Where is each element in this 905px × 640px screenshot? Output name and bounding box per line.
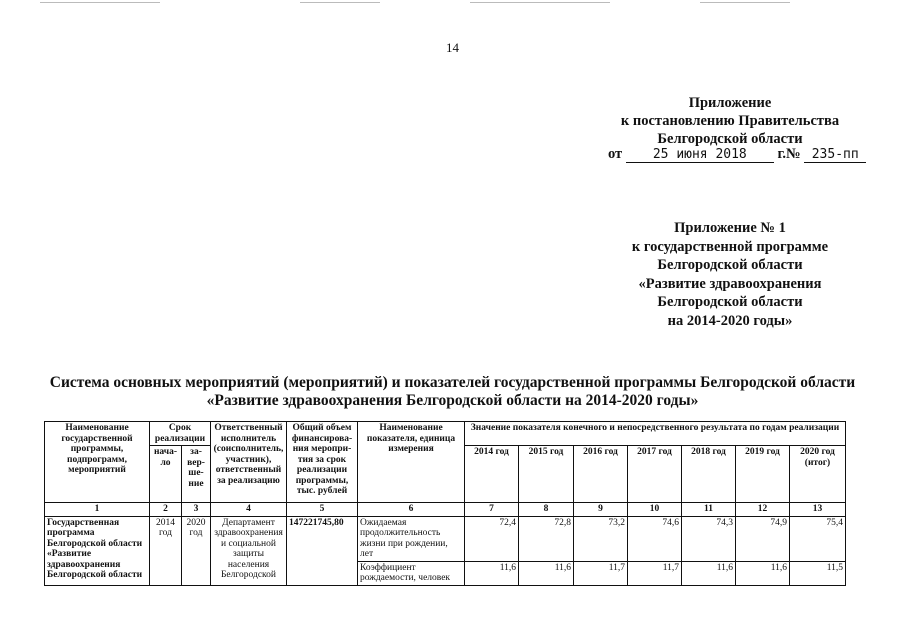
header-year: 2014 год bbox=[465, 446, 519, 503]
column-number: 13 bbox=[790, 503, 846, 517]
page-number: 14 bbox=[446, 40, 459, 55]
indicator-value-cell: 11,6 bbox=[465, 561, 519, 585]
header-year: 2018 год bbox=[682, 446, 736, 503]
document-title bbox=[20, 374, 885, 410]
header-year: 2015 год bbox=[519, 446, 574, 503]
indicator-value-cell: 72,4 bbox=[465, 516, 519, 561]
program-name-cell: Государственная программа Белгородской области «Развитие здравоохранения Белгородской области bbox=[45, 516, 150, 585]
column-number: 11 bbox=[682, 503, 736, 517]
handwritten-date: 25 июня 2018 bbox=[626, 147, 774, 163]
column-number: 5 bbox=[287, 503, 358, 517]
resolution-date-line bbox=[608, 146, 866, 163]
column-number: 9 bbox=[574, 503, 628, 517]
column-number: 6 bbox=[358, 503, 465, 517]
year-suffix: г. bbox=[777, 146, 787, 162]
program-start-cell: 2014 год bbox=[150, 516, 182, 585]
header-values-group: Значение показателя конечного и непосредственного результата по годам реализации bbox=[465, 422, 846, 446]
header-name: Наименование государственной программы, подпрограмм, мероприятий bbox=[45, 422, 150, 503]
title-line-2: «Развитие здравоохранения Белгородской области на 2014-2020 годы» bbox=[206, 392, 699, 409]
column-number: 7 bbox=[465, 503, 519, 517]
indicator-value-cell: 72,8 bbox=[519, 516, 574, 561]
indicator-value-cell: 75,4 bbox=[790, 516, 846, 561]
header-year: 2020 год (итог) bbox=[790, 446, 846, 503]
indicator-name-cell: Коэффициент рождаемости, человек bbox=[358, 561, 465, 585]
appendix-program-line: «Развитие здравоохранения bbox=[638, 275, 822, 292]
column-number: 8 bbox=[519, 503, 574, 517]
appendix-program-line: на 2014-2020 годы» bbox=[667, 312, 793, 329]
program-end-cell: 2020 год bbox=[182, 516, 211, 585]
appendix-line: к постановлению Правительства bbox=[620, 113, 840, 129]
header-start: нача-ло bbox=[150, 446, 182, 503]
header-period: Срок реализации bbox=[150, 422, 211, 446]
program-responsible-cell: Департамент здравоохранения и социальной защиты населения Белгородской bbox=[211, 516, 287, 585]
indicator-value-cell: 73,2 bbox=[574, 516, 628, 561]
appendix-program-block bbox=[560, 219, 900, 331]
indicator-value-cell: 74,3 bbox=[682, 516, 736, 561]
header-year: 2017 год bbox=[628, 446, 682, 503]
indicator-value-cell: 11,6 bbox=[682, 561, 736, 585]
appendix-program-line: к государственной программе bbox=[631, 238, 829, 255]
column-number: 4 bbox=[211, 503, 287, 517]
appendix-line: Белгородской области bbox=[657, 131, 803, 147]
column-number: 12 bbox=[736, 503, 790, 517]
column-number: 3 bbox=[182, 503, 211, 517]
scan-edge-marks bbox=[0, 0, 905, 8]
handwritten-number: 235-пп bbox=[804, 147, 866, 163]
date-prefix: от bbox=[608, 146, 623, 162]
indicator-value-cell: 11,7 bbox=[574, 561, 628, 585]
indicator-value-cell: 74,9 bbox=[736, 516, 790, 561]
indicator-value-cell: 11,7 bbox=[628, 561, 682, 585]
header-year: 2019 год bbox=[736, 446, 790, 503]
title-line-1: Система основных мероприятий (мероприятий) и показателей государственной программы Белгородской области bbox=[49, 374, 856, 391]
header-responsible: Ответственный исполнитель (соисполнитель, участник), ответственный за реализацию bbox=[211, 422, 287, 503]
indicator-value-cell: 11,6 bbox=[519, 561, 574, 585]
appendix-line: Приложение bbox=[688, 95, 772, 111]
column-number: 1 bbox=[45, 503, 150, 517]
indicator-value-cell: 11,5 bbox=[790, 561, 846, 585]
indicator-value-cell: 11,6 bbox=[736, 561, 790, 585]
program-funding-cell: 147221745,80 bbox=[287, 516, 358, 585]
header-indicator: Наименование показателя, единица измерения bbox=[358, 422, 465, 503]
header-funding: Общий объем финансирова-ния меропри-тия за срок реализации программы, тыс. рублей bbox=[287, 422, 358, 503]
indicator-name-cell: Ожидаемая продолжительность жизни при рождении, лет bbox=[358, 516, 465, 561]
number-sign: № bbox=[786, 146, 801, 162]
program-indicators-table bbox=[44, 421, 846, 586]
appendix-resolution-block bbox=[560, 94, 900, 148]
appendix-program-line: Приложение № 1 bbox=[674, 220, 786, 236]
header-end: за-вер-ше-ние bbox=[182, 446, 211, 503]
appendix-program-line: Белгородской области bbox=[657, 257, 803, 274]
header-year: 2016 год bbox=[574, 446, 628, 503]
appendix-program-line: Белгородской области bbox=[657, 294, 803, 311]
column-number: 10 bbox=[628, 503, 682, 517]
column-number: 2 bbox=[150, 503, 182, 517]
indicator-value-cell: 74,6 bbox=[628, 516, 682, 561]
